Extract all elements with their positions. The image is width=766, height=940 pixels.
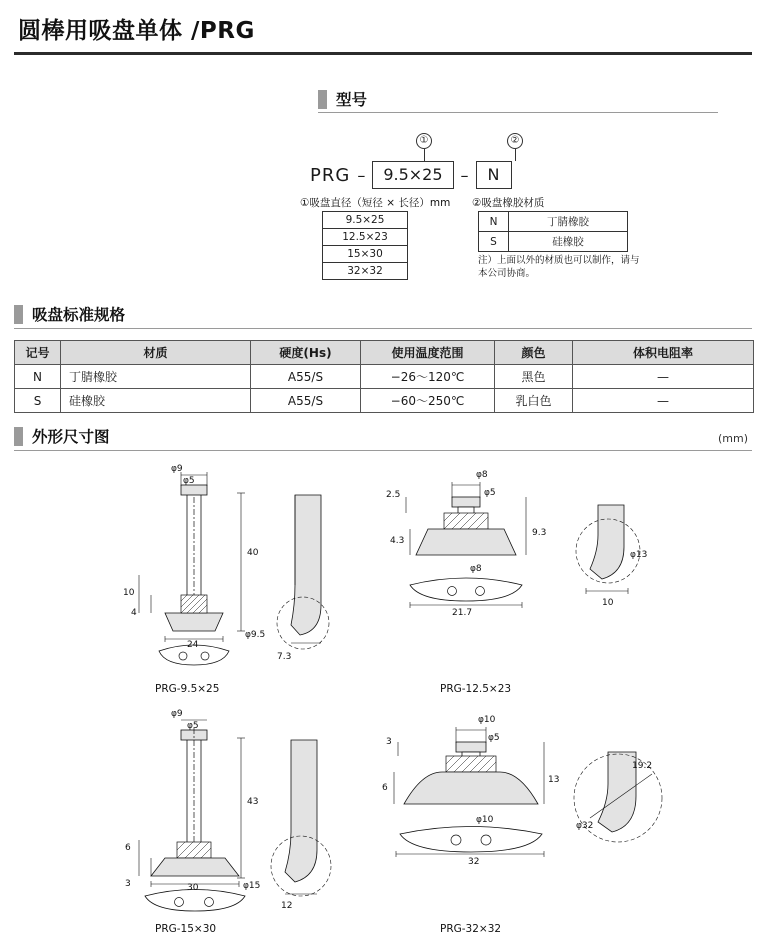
model-field-1[interactable]: 9.5×25 (372, 161, 453, 189)
model-section-title: 型号 (336, 91, 368, 109)
table-row (15, 389, 754, 413)
cell-color: 黑色 (495, 365, 573, 389)
cell-code: S (15, 389, 61, 413)
model-prefix: PRG (310, 164, 351, 186)
cell-color: 乳白色 (495, 389, 573, 413)
option-cell: 15×30 (323, 246, 408, 263)
table-row (323, 246, 408, 263)
spec-section-rule (14, 328, 752, 329)
field-2-caption: ②吸盘橡胶材质 (472, 197, 545, 209)
spec-section-title: 吸盘标准规格 (32, 306, 126, 324)
model-number-row (310, 161, 512, 189)
table-row (15, 365, 754, 389)
dim-label: 10 (123, 588, 135, 598)
cell-code: N (15, 365, 61, 389)
model-dash-2: – (460, 165, 469, 185)
cell-hardness: A55/S (251, 365, 361, 389)
dim-label: 2.5 (386, 490, 401, 500)
cell-material: 硅橡胶 (61, 389, 251, 413)
dim-label: 9.3 (532, 528, 547, 538)
unit-label: (mm) (717, 432, 748, 445)
title-divider (14, 52, 752, 55)
col-material: 材质 (61, 341, 251, 365)
model-number-block (300, 85, 720, 285)
model-dash-1: – (357, 165, 366, 185)
col-color: 颜色 (495, 341, 573, 365)
spec-table-wrapper (14, 340, 754, 413)
table-row (323, 263, 408, 280)
dim-label: φ5 (488, 733, 500, 743)
section-bar-icon (14, 305, 23, 324)
field-2-material-table (478, 211, 628, 252)
dim-label: 6 (382, 783, 388, 793)
cell-material: 丁腈橡胶 (61, 365, 251, 389)
table-row (479, 232, 628, 252)
table-row (323, 212, 408, 229)
drawing-section-title: 外形尺寸图 (32, 428, 110, 446)
table-header-row (15, 341, 754, 365)
drawing-caption-2: PRG-12.5×23 (440, 683, 512, 695)
dimension-drawings (0, 455, 766, 940)
model-note: 注）上面以外的材质也可以制作，请与本公司协商。 (478, 255, 640, 279)
drawing-section-header (14, 425, 110, 447)
dim-label: φ5 (183, 476, 195, 486)
drawing-caption-3: PRG-15×30 (155, 923, 217, 935)
field-1-options-table (322, 211, 408, 280)
dim-label: 24 (187, 640, 199, 650)
dim-label: 3 (125, 879, 131, 889)
marker-1-leader (424, 149, 425, 161)
col-code: 记号 (15, 341, 61, 365)
dim-label: 7.3 (277, 652, 292, 662)
model-field-2[interactable]: N (476, 161, 512, 189)
option-cell: 12.5×23 (323, 229, 408, 246)
col-temp: 使用温度范围 (361, 341, 495, 365)
page-title: 圆棒用吸盘单体 /PRG (18, 18, 255, 44)
dim-label: φ5 (484, 488, 496, 498)
marker-2: ② (507, 133, 523, 149)
marker-2-leader (515, 149, 516, 161)
dim-label: φ9.5 (245, 630, 266, 640)
material-code: N (479, 212, 509, 232)
spec-table (14, 340, 754, 413)
table-row (479, 212, 628, 232)
drawing-section-rule (14, 450, 752, 451)
dim-label: φ8 (476, 470, 488, 480)
table-row (323, 229, 408, 246)
marker-1: ① (416, 133, 432, 149)
dim-label: φ9 (171, 464, 183, 474)
cell-hardness: A55/S (251, 389, 361, 413)
drawing-caption-4: PRG-32×32 (440, 923, 502, 935)
dim-label: φ15 (243, 881, 261, 891)
dim-label: φ10 (478, 715, 496, 725)
cell-temp: −26～120℃ (361, 365, 495, 389)
option-cell: 32×32 (323, 263, 408, 280)
drawing-caption-1: PRG-9.5×25 (155, 683, 220, 695)
spec-section-header (14, 303, 125, 325)
col-resistivity: 体积电阻率 (573, 341, 754, 365)
dim-label: φ5 (187, 721, 199, 731)
dim-label: 43 (247, 797, 259, 807)
col-hardness: 硬度(Hs) (251, 341, 361, 365)
dim-label: 3 (386, 737, 392, 747)
dim-label: 12 (281, 901, 293, 911)
dim-label: φ9 (171, 709, 183, 719)
dim-label: φ13 (630, 550, 648, 560)
dim-label: 21.7 (452, 608, 473, 618)
section-bar-icon (14, 427, 23, 446)
dim-label: 13 (548, 775, 560, 785)
dim-label: 40 (247, 548, 259, 558)
dim-label: 19.2 (632, 761, 653, 771)
option-cell: 9.5×25 (323, 212, 408, 229)
cell-temp: −60～250℃ (361, 389, 495, 413)
dim-label: φ10 (476, 815, 494, 825)
cell-resistivity: — (573, 365, 754, 389)
dim-label: 4 (131, 608, 137, 618)
material-name: 丁腈橡胶 (509, 212, 628, 232)
material-code: S (479, 232, 509, 252)
drawing-prg-32x32 (380, 700, 740, 930)
dim-label: 10 (602, 598, 614, 608)
field-1-caption: ①吸盘直径（短径 × 长径）mm (300, 197, 451, 209)
dim-label: 6 (125, 843, 131, 853)
dim-label: φ32 (576, 821, 594, 831)
material-name: 硅橡胶 (509, 232, 628, 252)
dim-label: 4.3 (390, 536, 405, 546)
drawing-prg-12_5x23 (380, 455, 730, 685)
dim-label: 30 (187, 883, 199, 893)
dim-label: 32 (468, 857, 480, 867)
dim-label: φ8 (470, 564, 482, 574)
cell-resistivity: — (573, 389, 754, 413)
